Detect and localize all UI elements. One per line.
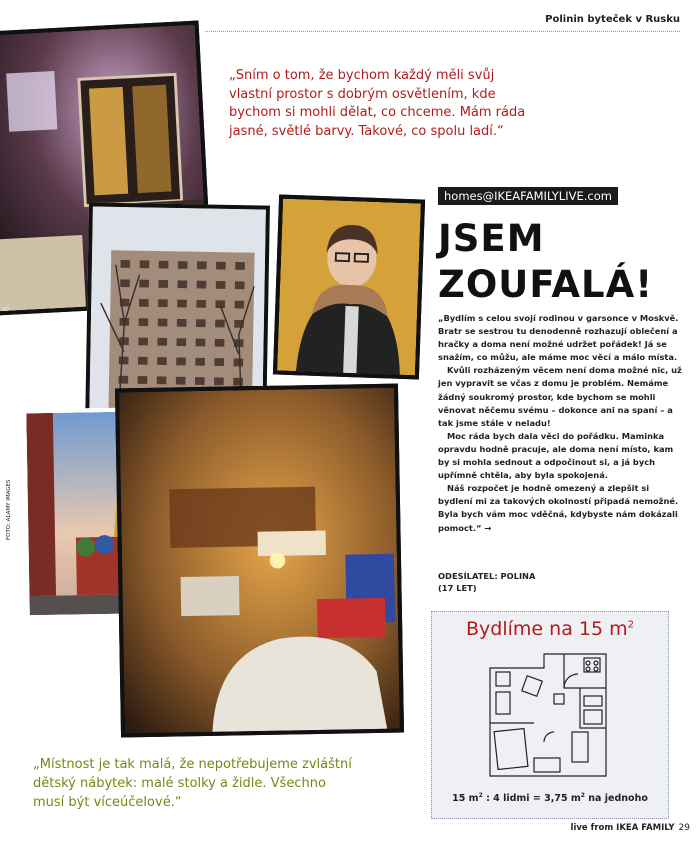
area-per-person-note: 15 $m^2$ : 4 lidmi = 3,75 $m^2$ na jednoho bbox=[452, 792, 648, 805]
floor-plan-box bbox=[431, 611, 669, 819]
sender-age: (17 LET) bbox=[438, 583, 477, 593]
footer-label: live from IKEA FAMILY bbox=[570, 823, 675, 833]
photo-credit: FOTO: ALAMY IMAGES bbox=[6, 479, 12, 540]
floor-plan-drawing bbox=[484, 648, 614, 780]
letter-paragraph: „Bydlím s celou svojí rodinou v garsonce v Moskvě. Bratr se sestrou tu denodenně rozhazují oblečení a hračky a doma není možné udržet pořádek! Já se snažím, co můžu, ale máme moc věcí a málo místa. bbox=[438, 313, 679, 363]
pull-quote-bottom: „Místnost je tak malá, že nepotřebujeme zvláštní dětský nábytek: malé stolky a židle. Všechno musí být víceúčelové.“ bbox=[33, 757, 352, 810]
letter-paragraph: Náš rozpočet je hodně omezený a zlepšit si bydlení mi za takových okolností připadá nemožné. Byla bych vám moc vděčná, kdybyste nám dokázali pomoct.“ → bbox=[438, 483, 679, 533]
pull-quote-top: „Sním o tom, že bychom každý měli svůj vlastní prostor s dobrým osvětlením, kde bychom si mohli dělat, co chceme. Mám ráda jasné, světlé barvy. Takové, co spolu ladí.“ bbox=[229, 68, 526, 139]
letter-body bbox=[438, 312, 683, 535]
headline: JSEM ZOUFALÁ! bbox=[438, 217, 654, 306]
sender-info bbox=[438, 570, 678, 594]
page-footer bbox=[571, 823, 690, 833]
letter-paragraph: Moc ráda bych dala věci do pořádku. Maminka opravdu hodně pracuje, ale doma není místo, kam by si mohla sednout a odpočinout si, a já bych upřímně chtěla, aby byla spokojená. bbox=[438, 430, 674, 481]
photo-portrait-polina bbox=[273, 195, 425, 380]
photo-messy-room bbox=[115, 384, 404, 738]
photo-credit-small: KO bbox=[2, 307, 9, 313]
letter-paragraph: Kvůli rozházeným věcem není doma možné nic, už jen vypravit se včas z domu je problém. Nemáme žádný soukromý prostor, kde bychom se mohli věnovat něčemu svému – dokonce ani na spaní – a tak jsme stále v neladu! bbox=[438, 365, 682, 428]
floor-plan-title: Bydlíme na 15 $m^2$ bbox=[466, 618, 634, 640]
sender-label: ODESÍLATEL: POLINA bbox=[438, 571, 536, 581]
section-title: Polinin byteček v Rusku bbox=[545, 14, 680, 25]
page-number: 29 bbox=[678, 823, 690, 833]
header-divider bbox=[205, 31, 680, 32]
email-tag: homes@IKEAFAMILYLIVE.com bbox=[438, 187, 618, 205]
